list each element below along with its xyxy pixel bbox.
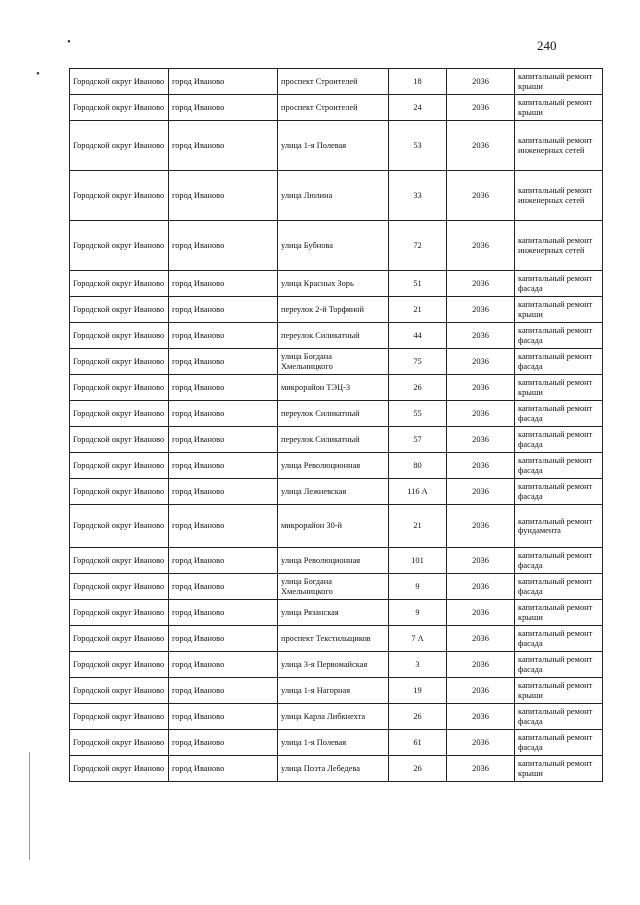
- city-cell: город Иваново: [169, 626, 278, 652]
- street-cell: улица Лежневская: [278, 479, 389, 505]
- municipality-cell: Городской округ Иваново: [70, 297, 169, 323]
- table-row: [70, 479, 603, 505]
- street-cell: переулок Силикатный: [278, 323, 389, 349]
- work-type-cell: капитальный ремонт инженерных сетей: [515, 171, 603, 221]
- municipality-cell: Городской округ Иваново: [70, 271, 169, 297]
- year-cell: 2036: [447, 678, 515, 704]
- street-cell: улица Карла Либкнехта: [278, 704, 389, 730]
- year-cell: 2036: [447, 69, 515, 95]
- municipality-cell: Городской округ Иваново: [70, 626, 169, 652]
- house-number-cell: 53: [389, 121, 447, 171]
- year-cell: 2036: [447, 626, 515, 652]
- year-cell: 2036: [447, 600, 515, 626]
- scan-mark: •: [36, 68, 40, 80]
- registry-table: [69, 68, 603, 782]
- city-cell: город Иваново: [169, 171, 278, 221]
- table-row: [70, 678, 603, 704]
- municipality-cell: Городской округ Иваново: [70, 548, 169, 574]
- city-cell: город Иваново: [169, 479, 278, 505]
- municipality-cell: Городской округ Иваново: [70, 505, 169, 548]
- year-cell: 2036: [447, 704, 515, 730]
- table-row: [70, 427, 603, 453]
- year-cell: 2036: [447, 271, 515, 297]
- house-number-cell: 26: [389, 756, 447, 782]
- municipality-cell: Городской округ Иваново: [70, 678, 169, 704]
- street-cell: улица Бубнова: [278, 221, 389, 271]
- table-row: [70, 574, 603, 600]
- table-row: [70, 505, 603, 548]
- street-cell: улица Люлина: [278, 171, 389, 221]
- scan-mark: •: [67, 36, 71, 48]
- page-number: 240: [537, 38, 557, 53]
- year-cell: 2036: [447, 479, 515, 505]
- house-number-cell: 80: [389, 453, 447, 479]
- work-type-cell: капитальный ремонт крыши: [515, 756, 603, 782]
- municipality-cell: Городской округ Иваново: [70, 756, 169, 782]
- city-cell: город Иваново: [169, 297, 278, 323]
- work-type-cell: капитальный ремонт инженерных сетей: [515, 221, 603, 271]
- table-row: [70, 297, 603, 323]
- municipality-cell: Городской округ Иваново: [70, 574, 169, 600]
- work-type-cell: капитальный ремонт крыши: [515, 375, 603, 401]
- table-row: [70, 401, 603, 427]
- table-row: [70, 349, 603, 375]
- year-cell: 2036: [447, 505, 515, 548]
- table-row: [70, 548, 603, 574]
- table-row: [70, 323, 603, 349]
- work-type-cell: капитальный ремонт фасада: [515, 401, 603, 427]
- house-number-cell: 19: [389, 678, 447, 704]
- table-row: [70, 626, 603, 652]
- municipality-cell: Городской округ Иваново: [70, 730, 169, 756]
- work-type-cell: капитальный ремонт фундамента: [515, 505, 603, 548]
- city-cell: город Иваново: [169, 95, 278, 121]
- table-row: [70, 600, 603, 626]
- house-number-cell: 61: [389, 730, 447, 756]
- work-type-cell: капитальный ремонт фасада: [515, 271, 603, 297]
- street-cell: проспект Текстильщиков: [278, 626, 389, 652]
- table-row: [70, 221, 603, 271]
- city-cell: город Иваново: [169, 600, 278, 626]
- street-cell: переулок Силикатный: [278, 401, 389, 427]
- work-type-cell: капитальный ремонт фасада: [515, 427, 603, 453]
- street-cell: улица Красных Зорь: [278, 271, 389, 297]
- house-number-cell: 7 А: [389, 626, 447, 652]
- work-type-cell: капитальный ремонт фасада: [515, 479, 603, 505]
- table-row: [70, 756, 603, 782]
- work-type-cell: капитальный ремонт фасада: [515, 704, 603, 730]
- work-type-cell: капитальный ремонт фасада: [515, 626, 603, 652]
- table-row: [70, 271, 603, 297]
- street-cell: улица Рязанская: [278, 600, 389, 626]
- registry-table-body: [70, 69, 603, 782]
- street-cell: улица Богдана Хмельницкого: [278, 349, 389, 375]
- work-type-cell: капитальный ремонт крыши: [515, 95, 603, 121]
- city-cell: город Иваново: [169, 548, 278, 574]
- work-type-cell: капитальный ремонт крыши: [515, 678, 603, 704]
- year-cell: 2036: [447, 453, 515, 479]
- work-type-cell: капитальный ремонт фасада: [515, 730, 603, 756]
- street-cell: улица 1-я Полевая: [278, 730, 389, 756]
- house-number-cell: 9: [389, 574, 447, 600]
- year-cell: 2036: [447, 323, 515, 349]
- house-number-cell: 9: [389, 600, 447, 626]
- year-cell: 2036: [447, 756, 515, 782]
- scan-margin-line: [29, 752, 30, 860]
- municipality-cell: Городской округ Иваново: [70, 95, 169, 121]
- municipality-cell: Городской округ Иваново: [70, 427, 169, 453]
- municipality-cell: Городской округ Иваново: [70, 453, 169, 479]
- year-cell: 2036: [447, 121, 515, 171]
- work-type-cell: капитальный ремонт фасада: [515, 323, 603, 349]
- municipality-cell: Городской округ Иваново: [70, 600, 169, 626]
- municipality-cell: Городской округ Иваново: [70, 652, 169, 678]
- municipality-cell: Городской округ Иваново: [70, 221, 169, 271]
- municipality-cell: Городской округ Иваново: [70, 479, 169, 505]
- municipality-cell: Городской округ Иваново: [70, 171, 169, 221]
- municipality-cell: Городской округ Иваново: [70, 375, 169, 401]
- work-type-cell: капитальный ремонт фасада: [515, 548, 603, 574]
- work-type-cell: капитальный ремонт фасада: [515, 453, 603, 479]
- work-type-cell: капитальный ремонт фасада: [515, 574, 603, 600]
- house-number-cell: 18: [389, 69, 447, 95]
- house-number-cell: 55: [389, 401, 447, 427]
- house-number-cell: 44: [389, 323, 447, 349]
- house-number-cell: 26: [389, 375, 447, 401]
- city-cell: город Иваново: [169, 69, 278, 95]
- table-row: [70, 95, 603, 121]
- table-row: [70, 375, 603, 401]
- city-cell: город Иваново: [169, 121, 278, 171]
- year-cell: 2036: [447, 427, 515, 453]
- house-number-cell: 101: [389, 548, 447, 574]
- year-cell: 2036: [447, 171, 515, 221]
- year-cell: 2036: [447, 95, 515, 121]
- city-cell: город Иваново: [169, 375, 278, 401]
- street-cell: улица 1-я Полевая: [278, 121, 389, 171]
- city-cell: город Иваново: [169, 574, 278, 600]
- city-cell: город Иваново: [169, 349, 278, 375]
- street-cell: переулок 2-й Торфяной: [278, 297, 389, 323]
- city-cell: город Иваново: [169, 323, 278, 349]
- city-cell: город Иваново: [169, 401, 278, 427]
- city-cell: город Иваново: [169, 221, 278, 271]
- year-cell: 2036: [447, 349, 515, 375]
- table-row: [70, 704, 603, 730]
- house-number-cell: 116 А: [389, 479, 447, 505]
- street-cell: микрорайон 30-й: [278, 505, 389, 548]
- city-cell: город Иваново: [169, 756, 278, 782]
- house-number-cell: 26: [389, 704, 447, 730]
- house-number-cell: 3: [389, 652, 447, 678]
- year-cell: 2036: [447, 221, 515, 271]
- house-number-cell: 72: [389, 221, 447, 271]
- work-type-cell: капитальный ремонт крыши: [515, 69, 603, 95]
- street-cell: микрорайон ТЭЦ-3: [278, 375, 389, 401]
- house-number-cell: 21: [389, 505, 447, 548]
- municipality-cell: Городской округ Иваново: [70, 69, 169, 95]
- city-cell: город Иваново: [169, 730, 278, 756]
- municipality-cell: Городской округ Иваново: [70, 323, 169, 349]
- house-number-cell: 57: [389, 427, 447, 453]
- city-cell: город Иваново: [169, 505, 278, 548]
- house-number-cell: 51: [389, 271, 447, 297]
- table-row: [70, 453, 603, 479]
- municipality-cell: Городской округ Иваново: [70, 704, 169, 730]
- work-type-cell: капитальный ремонт фасада: [515, 652, 603, 678]
- house-number-cell: 75: [389, 349, 447, 375]
- house-number-cell: 24: [389, 95, 447, 121]
- street-cell: улица Революционная: [278, 453, 389, 479]
- table-row: [70, 730, 603, 756]
- street-cell: улица Поэта Лебедева: [278, 756, 389, 782]
- work-type-cell: капитальный ремонт фасада: [515, 349, 603, 375]
- year-cell: 2036: [447, 652, 515, 678]
- municipality-cell: Городской округ Иваново: [70, 349, 169, 375]
- year-cell: 2036: [447, 730, 515, 756]
- work-type-cell: капитальный ремонт крыши: [515, 297, 603, 323]
- year-cell: 2036: [447, 548, 515, 574]
- street-cell: переулок Силикатный: [278, 427, 389, 453]
- house-number-cell: 21: [389, 297, 447, 323]
- year-cell: 2036: [447, 574, 515, 600]
- municipality-cell: Городской округ Иваново: [70, 121, 169, 171]
- street-cell: проспект Строителей: [278, 95, 389, 121]
- city-cell: город Иваново: [169, 652, 278, 678]
- work-type-cell: капитальный ремонт крыши: [515, 600, 603, 626]
- table-row: [70, 171, 603, 221]
- year-cell: 2036: [447, 401, 515, 427]
- city-cell: город Иваново: [169, 704, 278, 730]
- table-row: [70, 69, 603, 95]
- street-cell: улица 1-я Нагорная: [278, 678, 389, 704]
- work-type-cell: капитальный ремонт инженерных сетей: [515, 121, 603, 171]
- street-cell: улица Революционная: [278, 548, 389, 574]
- city-cell: город Иваново: [169, 678, 278, 704]
- house-number-cell: 33: [389, 171, 447, 221]
- city-cell: город Иваново: [169, 271, 278, 297]
- table-row: [70, 121, 603, 171]
- city-cell: город Иваново: [169, 427, 278, 453]
- street-cell: улица 3-я Первомайская: [278, 652, 389, 678]
- city-cell: город Иваново: [169, 453, 278, 479]
- municipality-cell: Городской округ Иваново: [70, 401, 169, 427]
- year-cell: 2036: [447, 375, 515, 401]
- street-cell: улица Богдана Хмельницкого: [278, 574, 389, 600]
- table-row: [70, 652, 603, 678]
- street-cell: проспект Строителей: [278, 69, 389, 95]
- year-cell: 2036: [447, 297, 515, 323]
